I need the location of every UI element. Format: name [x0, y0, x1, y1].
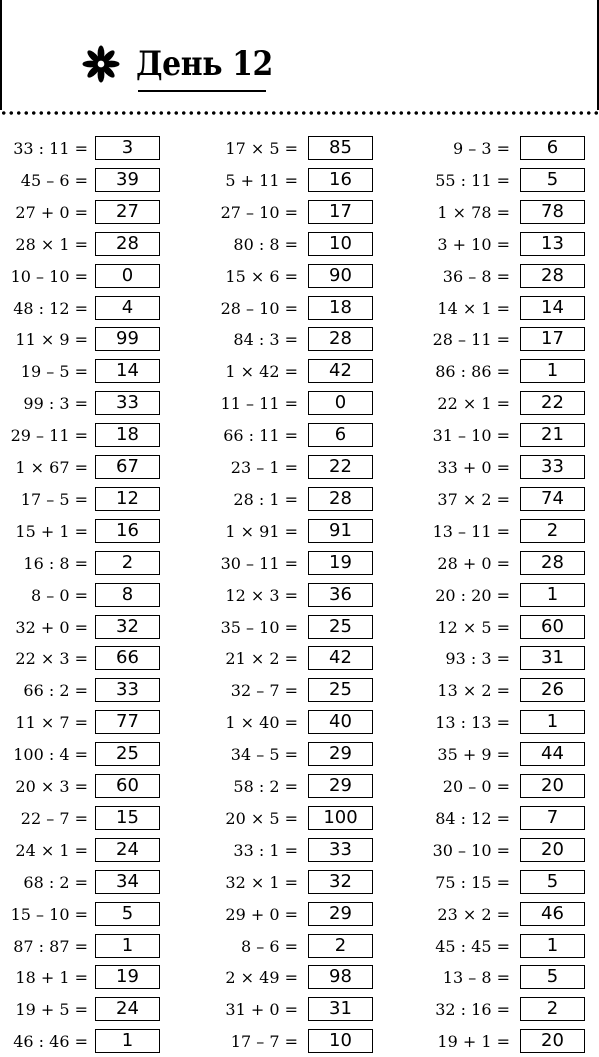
answer-box: 29 — [308, 774, 373, 798]
answer-box: 18 — [308, 296, 373, 320]
exercise-row — [200, 902, 400, 928]
exercise-row — [200, 997, 400, 1023]
answer-box: 17 — [520, 327, 585, 351]
exercise-row — [0, 678, 200, 704]
exercise-expression: 32 + 0 = — [15, 617, 88, 637]
exercise-row — [200, 359, 400, 385]
exercise-expression: 11 × 7 = — [15, 713, 88, 733]
exercise-row — [200, 934, 400, 960]
exercise-expression: 86 : 86 = — [435, 362, 510, 382]
exercise-expression: 35 + 9 = — [437, 745, 510, 765]
exercise-expression: 28 : 1 = — [233, 489, 298, 509]
exercise-expression: 27 + 0 = — [15, 202, 88, 222]
exercise-row — [400, 615, 599, 641]
exercise-expression: 12 × 3 = — [225, 585, 298, 605]
answer-box: 28 — [520, 264, 585, 288]
exercise-expression: 66 : 2 = — [23, 681, 88, 701]
answer-box: 5 — [520, 965, 585, 989]
exercise-row — [400, 870, 599, 896]
answer-box: 16 — [308, 168, 373, 192]
exercise-row — [200, 806, 400, 832]
answer-box: 40 — [308, 710, 373, 734]
exercise-row — [400, 1029, 599, 1055]
exercise-expression: 31 – 10 = — [432, 426, 510, 446]
exercise-row — [0, 200, 200, 226]
exercise-expression: 28 × 1 = — [15, 234, 88, 254]
exercise-row — [400, 359, 599, 385]
answer-box: 19 — [308, 551, 373, 575]
exercise-expression: 19 – 5 = — [20, 362, 88, 382]
exercise-row — [400, 391, 599, 417]
exercise-expression: 37 × 2 = — [437, 489, 510, 509]
page-title: День 12 — [136, 44, 273, 84]
exercise-expression: 21 × 2 = — [225, 649, 298, 669]
answer-box: 4 — [95, 296, 160, 320]
exercise-row — [400, 551, 599, 577]
exercise-expression: 29 – 11 = — [10, 426, 88, 446]
answer-box: 0 — [95, 264, 160, 288]
answer-box: 33 — [520, 455, 585, 479]
exercise-row — [200, 742, 400, 768]
exercise-expression: 19 + 1 = — [437, 1032, 510, 1052]
answer-box: 13 — [520, 232, 585, 256]
answer-box: 16 — [95, 519, 160, 543]
answer-box: 6 — [520, 136, 585, 160]
exercise-expression: 58 : 2 = — [233, 777, 298, 796]
exercise-row — [200, 487, 400, 513]
answer-box: 66 — [95, 646, 160, 670]
exercise-row — [400, 934, 599, 960]
exercise-expression: 14 × 1 = — [437, 298, 510, 318]
exercise-expression: 31 + 0 = — [225, 1000, 298, 1020]
exercise-row — [0, 487, 200, 513]
answer-box: 1 — [95, 1029, 160, 1053]
exercise-expression: 28 – 11 = — [432, 330, 510, 350]
exercise-row — [200, 391, 400, 417]
answer-box: 100 — [308, 806, 373, 830]
asterisk-flower-icon — [82, 45, 120, 83]
exercise-expression: 12 × 5 = — [437, 617, 510, 637]
exercise-expression: 5 + 11 = — [225, 170, 298, 190]
exercise-expression: 80 : 8 = — [233, 234, 298, 254]
exercise-row — [0, 232, 200, 258]
answer-box: 10 — [308, 1029, 373, 1053]
exercise-row — [200, 423, 400, 449]
exercise-expression: 93 : 3 = — [445, 649, 510, 669]
exercise-expression: 46 : 46 = — [13, 1032, 88, 1052]
exercise-expression: 75 : 15 = — [435, 872, 510, 892]
exercise-expression: 17 × 5 = — [225, 139, 298, 158]
answer-box: 21 — [520, 423, 585, 447]
exercise-row — [200, 327, 400, 353]
exercise-row — [0, 423, 200, 449]
exercise-row — [200, 455, 400, 481]
exercise-expression: 55 : 11 = — [435, 170, 510, 190]
exercise-row — [400, 838, 599, 864]
answer-box: 1 — [520, 359, 585, 383]
answer-box: 18 — [95, 423, 160, 447]
exercise-expression: 13 × 2 = — [437, 681, 510, 701]
exercise-row — [400, 423, 599, 449]
exercise-row — [200, 168, 400, 194]
exercise-expression: 32 – 7 = — [230, 681, 298, 701]
exercise-expression: 100 : 4 = — [13, 745, 88, 765]
exercise-row — [0, 838, 200, 864]
page-border-left — [0, 0, 2, 110]
exercise-expression: 29 + 0 = — [225, 904, 298, 924]
exercise-expression: 9 – 3 = — [452, 139, 510, 158]
exercise-expression: 22 × 1 = — [437, 394, 510, 414]
exercise-expression: 48 : 12 = — [13, 298, 88, 318]
answer-box: 28 — [308, 487, 373, 511]
exercise-expression: 15 × 6 = — [225, 266, 298, 286]
exercise-row — [400, 710, 599, 736]
answer-box: 34 — [95, 870, 160, 894]
exercise-row — [0, 583, 200, 609]
answer-box: 0 — [308, 391, 373, 415]
exercise-expression: 1 × 78 = — [437, 202, 510, 222]
exercise-expression: 1 × 91 = — [225, 521, 298, 541]
answer-box: 31 — [308, 997, 373, 1021]
exercise-row — [200, 678, 400, 704]
exercise-expression: 33 + 0 = — [437, 458, 510, 477]
answer-box: 91 — [308, 519, 373, 543]
exercise-row — [200, 519, 400, 545]
exercise-row — [0, 615, 200, 641]
exercise-row — [200, 615, 400, 641]
answer-box: 12 — [95, 487, 160, 511]
exercise-row — [400, 774, 599, 800]
exercise-row — [0, 264, 200, 290]
answer-box: 22 — [308, 455, 373, 479]
answer-box: 44 — [520, 742, 585, 766]
exercise-expression: 23 – 1 = — [230, 458, 298, 477]
exercise-expression: 1 × 42 = — [225, 362, 298, 382]
exercise-row — [400, 902, 599, 928]
exercise-row — [0, 742, 200, 768]
exercise-expression: 32 : 16 = — [435, 1000, 510, 1020]
exercise-expression: 84 : 12 = — [435, 808, 510, 828]
answer-box: 1 — [95, 934, 160, 958]
answer-box: 42 — [308, 646, 373, 670]
exercise-expression: 45 – 6 = — [20, 170, 88, 190]
exercise-row — [400, 806, 599, 832]
answer-box: 5 — [520, 168, 585, 192]
answer-box: 5 — [95, 902, 160, 926]
answer-box: 78 — [520, 200, 585, 224]
exercise-row — [400, 678, 599, 704]
answer-box: 20 — [520, 1029, 585, 1053]
exercise-row — [0, 296, 200, 322]
answer-box: 42 — [308, 359, 373, 383]
answer-box: 2 — [520, 519, 585, 543]
exercise-row — [0, 1029, 200, 1055]
answer-box: 28 — [308, 327, 373, 351]
answer-box: 2 — [520, 997, 585, 1021]
exercise-row — [0, 455, 200, 481]
exercise-row — [400, 487, 599, 513]
answer-box: 14 — [520, 296, 585, 320]
answer-box: 8 — [95, 583, 160, 607]
exercise-row — [0, 934, 200, 960]
exercise-row — [200, 965, 400, 991]
answer-box: 32 — [308, 870, 373, 894]
exercise-row — [200, 870, 400, 896]
exercise-row — [200, 232, 400, 258]
exercise-row — [400, 646, 599, 672]
exercise-row — [200, 264, 400, 290]
exercise-row — [0, 965, 200, 991]
exercise-row — [200, 646, 400, 672]
exercise-row — [400, 997, 599, 1023]
exercise-expression: 10 – 10 = — [10, 266, 88, 286]
answer-box: 29 — [308, 902, 373, 926]
exercise-row — [0, 359, 200, 385]
exercise-expression: 30 – 11 = — [220, 553, 298, 573]
exercise-row — [400, 232, 599, 258]
exercise-row — [400, 168, 599, 194]
answer-box: 74 — [520, 487, 585, 511]
answer-box: 20 — [520, 838, 585, 862]
answer-box: 25 — [95, 742, 160, 766]
exercise-expression: 45 : 45 = — [435, 936, 510, 956]
exercise-expression: 13 : 13 = — [435, 713, 510, 733]
exercise-expression: 30 – 10 = — [432, 840, 510, 860]
exercise-expression: 66 : 11 = — [223, 426, 298, 446]
answer-box: 77 — [95, 710, 160, 734]
exercise-expression: 22 – 7 = — [20, 808, 88, 828]
answer-box: 24 — [95, 997, 160, 1021]
answer-box: 60 — [95, 774, 160, 798]
exercise-row — [400, 264, 599, 290]
answer-box: 25 — [308, 615, 373, 639]
answer-box: 1 — [520, 583, 585, 607]
exercise-row — [0, 870, 200, 896]
exercise-expression: 20 – 0 = — [442, 777, 510, 796]
exercise-expression: 13 – 8 = — [442, 968, 510, 988]
exercise-expression: 33 : 11 = — [13, 139, 88, 158]
exercise-expression: 17 – 5 = — [20, 489, 88, 509]
exercise-row — [200, 774, 400, 800]
exercise-row — [200, 551, 400, 577]
answer-box: 28 — [520, 551, 585, 575]
answer-box: 90 — [308, 264, 373, 288]
answer-box: 3 — [95, 136, 160, 160]
answer-box: 33 — [95, 678, 160, 702]
answer-box: 39 — [95, 168, 160, 192]
answer-box: 14 — [95, 359, 160, 383]
exercise-row — [400, 296, 599, 322]
exercise-expression: 1 × 67 = — [15, 458, 88, 477]
answer-box: 33 — [95, 391, 160, 415]
answer-box: 2 — [308, 934, 373, 958]
title-underline — [138, 90, 266, 92]
exercise-expression: 11 – 11 = — [220, 394, 298, 414]
exercise-expression: 18 + 1 = — [15, 968, 88, 988]
exercise-expression: 15 – 10 = — [10, 904, 88, 924]
exercise-expression: 99 : 3 = — [23, 394, 88, 414]
exercise-expression: 24 × 1 = — [15, 840, 88, 860]
exercise-row — [0, 774, 200, 800]
exercise-row — [0, 519, 200, 545]
exercise-expression: 32 × 1 = — [225, 872, 298, 892]
exercise-row — [0, 646, 200, 672]
exercise-expression: 11 × 9 = — [15, 330, 88, 350]
answer-box: 29 — [308, 742, 373, 766]
exercise-row — [200, 136, 400, 162]
exercise-row — [400, 327, 599, 353]
exercise-expression: 8 – 6 = — [240, 936, 298, 956]
answer-box: 67 — [95, 455, 160, 479]
exercise-expression: 36 – 8 = — [442, 266, 510, 286]
answer-box: 22 — [520, 391, 585, 415]
answer-box: 6 — [308, 423, 373, 447]
answer-box: 20 — [520, 774, 585, 798]
exercise-row — [200, 296, 400, 322]
answer-box: 10 — [308, 232, 373, 256]
exercise-expression: 20 × 3 = — [15, 777, 88, 796]
answer-box: 5 — [520, 870, 585, 894]
exercise-expression: 33 : 1 = — [233, 840, 298, 860]
exercise-row — [0, 997, 200, 1023]
answer-box: 98 — [308, 965, 373, 989]
exercise-row — [0, 806, 200, 832]
exercise-expression: 19 + 5 = — [15, 1000, 88, 1020]
exercise-expression: 27 – 10 = — [220, 202, 298, 222]
answer-box: 85 — [308, 136, 373, 160]
exercise-row — [0, 136, 200, 162]
exercise-expression: 3 + 10 = — [437, 234, 510, 254]
exercise-row — [400, 742, 599, 768]
answer-box: 1 — [520, 710, 585, 734]
exercise-row — [400, 136, 599, 162]
exercise-expression: 87 : 87 = — [13, 936, 88, 956]
answer-box: 99 — [95, 327, 160, 351]
exercise-expression: 20 : 20 = — [435, 585, 510, 605]
answer-box: 24 — [95, 838, 160, 862]
exercise-expression: 2 × 49 = — [225, 968, 298, 988]
answer-box: 31 — [520, 646, 585, 670]
exercise-row — [200, 200, 400, 226]
exercise-expression: 28 – 10 = — [220, 298, 298, 318]
exercise-expression: 35 – 10 = — [220, 617, 298, 637]
exercise-row — [0, 710, 200, 736]
dotted-divider — [0, 110, 599, 116]
exercise-expression: 8 – 0 = — [30, 585, 88, 605]
answer-box: 27 — [95, 200, 160, 224]
exercise-row — [200, 583, 400, 609]
exercise-row — [400, 455, 599, 481]
exercise-row — [400, 965, 599, 991]
exercise-row — [0, 551, 200, 577]
exercise-row — [0, 168, 200, 194]
answer-box: 17 — [308, 200, 373, 224]
exercise-row — [400, 583, 599, 609]
exercise-expression: 84 : 3 = — [233, 330, 298, 350]
answer-box: 60 — [520, 615, 585, 639]
exercise-expression: 1 × 40 = — [225, 713, 298, 733]
exercise-expression: 17 – 7 = — [230, 1032, 298, 1052]
exercise-row — [200, 710, 400, 736]
exercise-row — [0, 391, 200, 417]
answer-box: 36 — [308, 583, 373, 607]
answer-box: 33 — [308, 838, 373, 862]
page-header — [82, 34, 291, 94]
answer-box: 25 — [308, 678, 373, 702]
answer-box: 32 — [95, 615, 160, 639]
answer-box: 26 — [520, 678, 585, 702]
exercise-expression: 34 – 5 = — [230, 745, 298, 765]
exercise-row — [0, 327, 200, 353]
answer-box: 1 — [520, 934, 585, 958]
exercise-row — [400, 200, 599, 226]
exercise-row — [400, 519, 599, 545]
answer-box: 19 — [95, 965, 160, 989]
exercise-expression: 28 + 0 = — [437, 553, 510, 573]
answer-box: 28 — [95, 232, 160, 256]
exercise-row — [200, 1029, 400, 1055]
exercise-expression: 13 – 11 = — [432, 521, 510, 541]
answer-box: 7 — [520, 806, 585, 830]
exercise-expression: 20 × 5 = — [225, 808, 298, 828]
exercise-expression: 23 × 2 = — [437, 904, 510, 924]
answer-box: 46 — [520, 902, 585, 926]
exercise-row — [200, 838, 400, 864]
exercise-expression: 16 : 8 = — [23, 553, 88, 573]
answer-box: 15 — [95, 806, 160, 830]
answer-box: 2 — [95, 551, 160, 575]
exercise-expression: 15 + 1 = — [15, 521, 88, 541]
exercise-expression: 68 : 2 = — [23, 872, 88, 892]
exercise-expression: 22 × 3 = — [15, 649, 88, 669]
exercise-row — [0, 902, 200, 928]
